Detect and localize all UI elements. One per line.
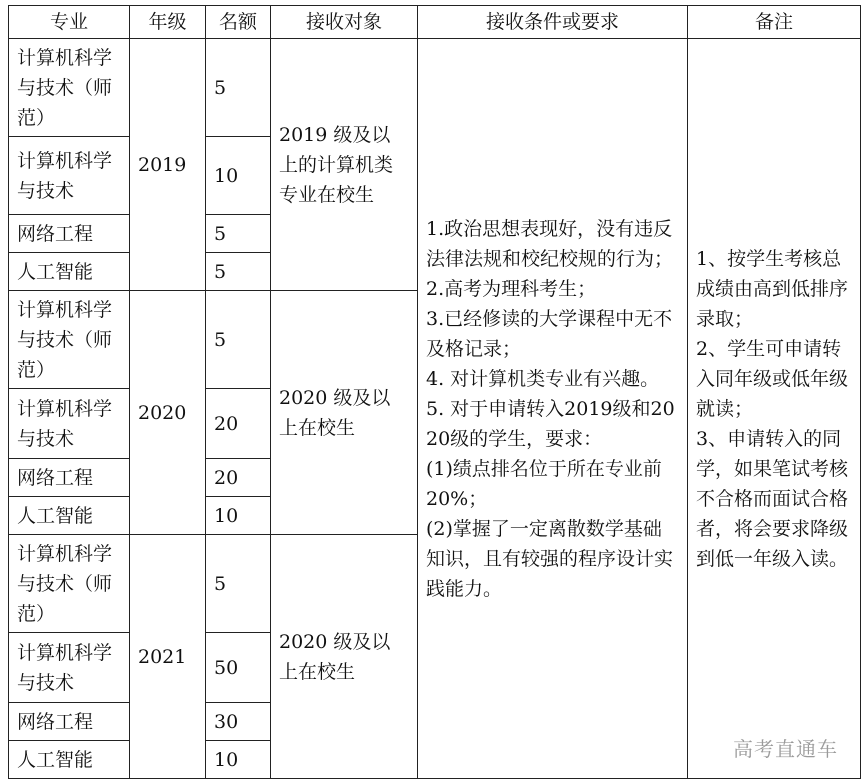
quota-cell: 50 <box>206 633 271 703</box>
major-cell: 网络工程 <box>9 459 130 497</box>
condition-item: (1)绩点排名位于所在专业前 20%； <box>426 457 662 510</box>
condition-item: 1.政治思想表现好，没有违反法律法规和校纪校规的行为； <box>426 217 674 270</box>
header-notes: 备注 <box>688 6 861 39</box>
conditions-cell <box>418 39 688 779</box>
quota-cell: 5 <box>206 215 271 253</box>
condition-item: (2)掌握了一定离散数学基础知识，且有较强的程序设计实践能力。 <box>426 517 674 600</box>
quota-cell: 10 <box>206 741 271 779</box>
quota-cell: 20 <box>206 459 271 497</box>
quota-cell: 10 <box>206 137 271 215</box>
quota-cell: 5 <box>206 39 271 137</box>
major-cell: 计算机科学与技术 <box>9 137 130 215</box>
table-row <box>9 39 861 137</box>
major-cell: 网络工程 <box>9 703 130 741</box>
condition-item: 4. 对计算机类专业有兴趣。 <box>426 367 660 390</box>
quota-cell: 5 <box>206 535 271 633</box>
header-conditions: 接收条件或要求 <box>418 6 688 39</box>
transfer-quota-table <box>8 5 861 779</box>
quota-cell: 20 <box>206 389 271 459</box>
note-item: 3、申请转入的同学，如果笔试考核不合格而面试合格者，将会要求降级到低一年级入读。 <box>696 427 849 570</box>
grade-cell: 2021 <box>130 535 206 779</box>
grade-cell: 2019 <box>130 39 206 291</box>
header-row <box>9 6 861 39</box>
major-cell: 网络工程 <box>9 215 130 253</box>
major-cell: 计算机科学与技术（师范） <box>9 535 130 633</box>
header-target: 接收对象 <box>271 6 418 39</box>
major-cell: 人工智能 <box>9 253 130 291</box>
header-grade: 年级 <box>130 6 206 39</box>
major-cell: 人工智能 <box>9 497 130 535</box>
target-cell: 2020 级及以上在校生 <box>271 535 418 779</box>
condition-item: 3.已经修读的大学课程中无不及格记录； <box>426 307 673 360</box>
quota-cell: 30 <box>206 703 271 741</box>
major-cell: 计算机科学与技术（师范） <box>9 291 130 389</box>
target-cell: 2020 级及以上在校生 <box>271 291 418 535</box>
grade-cell: 2020 <box>130 291 206 535</box>
major-cell: 计算机科学与技术 <box>9 633 130 703</box>
quota-cell: 5 <box>206 291 271 389</box>
header-quota: 名额 <box>206 6 271 39</box>
major-cell: 计算机科学与技术（师范） <box>9 39 130 137</box>
condition-item: 2.高考为理科考生； <box>426 277 597 300</box>
major-cell: 人工智能 <box>9 741 130 779</box>
quota-cell: 5 <box>206 253 271 291</box>
note-item: 1、按学生考核总成绩由高到低排序录取； <box>696 247 849 330</box>
quota-cell: 10 <box>206 497 271 535</box>
target-cell: 2019 级及以上的计算机类专业在校生 <box>271 39 418 291</box>
major-cell: 计算机科学与技术 <box>9 389 130 459</box>
condition-item: 5. 对于申请转入2019级和2020级的学生，要求： <box>426 397 675 450</box>
header-major: 专业 <box>9 6 130 39</box>
note-item: 2、学生可申请转入同年级或低年级就读； <box>696 337 849 420</box>
watermark: 高考直通车 <box>733 737 838 761</box>
notes-cell <box>688 39 861 779</box>
